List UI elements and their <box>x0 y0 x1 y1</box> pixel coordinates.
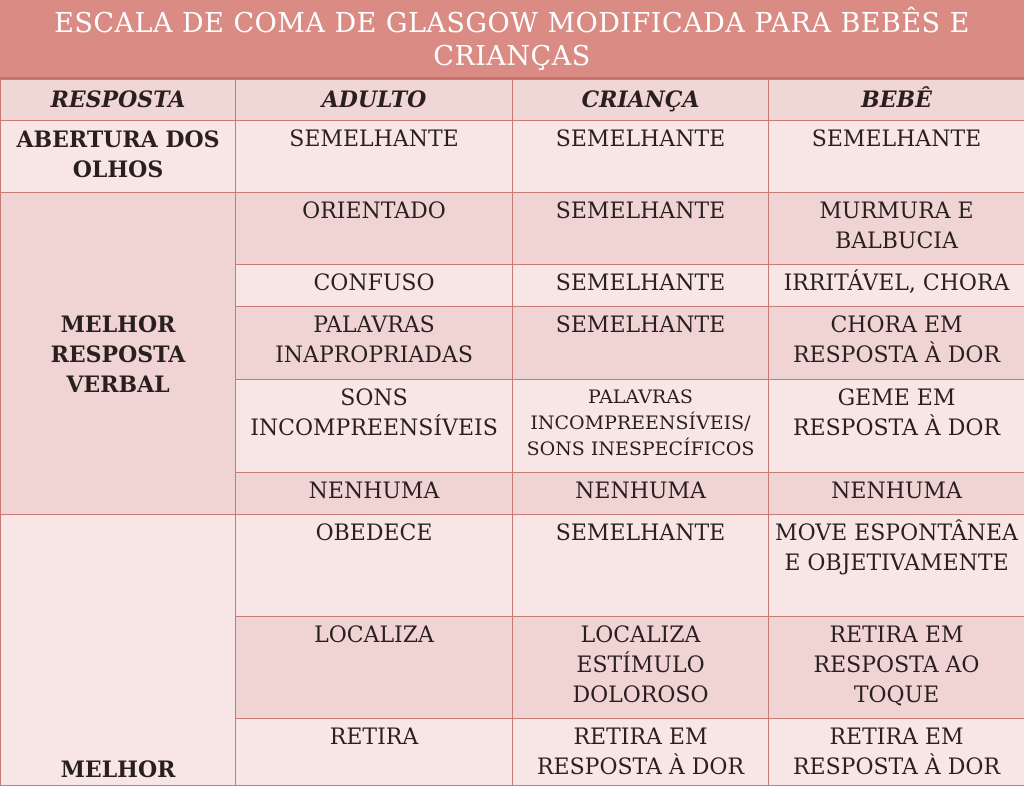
table-cell: NENHUMA <box>236 473 513 515</box>
table-cell: RETIRA EM RESPOSTA AO TOQUE <box>769 617 1024 719</box>
table-cell: SONS INCOMPREENSÍVEIS <box>236 380 513 473</box>
table-cell: RETIRA <box>236 719 513 786</box>
table-cell: PALAVRAS INAPROPRIADAS <box>236 307 513 380</box>
header-row <box>1 80 1024 121</box>
table-cell: NENHUMA <box>513 473 769 515</box>
table-cell: IRRITÁVEL, CHORA <box>769 265 1024 307</box>
table-cell: ORIENTADO <box>236 193 513 265</box>
table-row <box>1 121 1024 193</box>
table-row <box>1 193 1024 265</box>
table-cell: SEMELHANTE <box>513 193 769 265</box>
slide-title: ESCALA DE COMA DE GLASGOW MODIFICADA PARA BEBÊS E CRIANÇAS <box>0 0 1024 79</box>
table-cell: PALAVRAS INCOMPREENSÍVEIS/ SONS INESPECÍFICOS <box>513 380 769 473</box>
header-crianca: CRIANÇA <box>513 80 769 121</box>
row-label-motor: MELHOR <box>1 515 236 786</box>
table-cell: SEMELHANTE <box>513 307 769 380</box>
table-cell: SEMELHANTE <box>236 121 513 193</box>
table-cell: SEMELHANTE <box>513 265 769 307</box>
table-cell: MOVE ESPONTÂNEA E OBJETIVAMENTE <box>769 515 1024 617</box>
table-cell: CHORA EM RESPOSTA À DOR <box>769 307 1024 380</box>
table-cell: CONFUSO <box>236 265 513 307</box>
row-label-verbal: MELHOR RESPOSTA VERBAL <box>1 193 236 515</box>
header-adulto: ADULTO <box>236 80 513 121</box>
table-cell: LOCALIZA ESTÍMULO DOLOROSO <box>513 617 769 719</box>
table-row <box>1 515 1024 617</box>
table-cell: RETIRA EM RESPOSTA À DOR <box>513 719 769 786</box>
table-cell: SEMELHANTE <box>513 515 769 617</box>
table-cell: LOCALIZA <box>236 617 513 719</box>
header-resposta: RESPOSTA <box>1 80 236 121</box>
table-cell: NENHUMA <box>769 473 1024 515</box>
table-cell: SEMELHANTE <box>769 121 1024 193</box>
header-bebe: BEBÊ <box>769 80 1024 121</box>
glasgow-table <box>0 79 1024 786</box>
table-cell: RETIRA EM RESPOSTA À DOR <box>769 719 1024 786</box>
table-cell: OBEDECE <box>236 515 513 617</box>
row-label-eyes: ABERTURA DOS OLHOS <box>1 121 236 193</box>
table-cell: GEME EM RESPOSTA À DOR <box>769 380 1024 473</box>
table-cell: MURMURA E BALBUCIA <box>769 193 1024 265</box>
table-cell: SEMELHANTE <box>513 121 769 193</box>
